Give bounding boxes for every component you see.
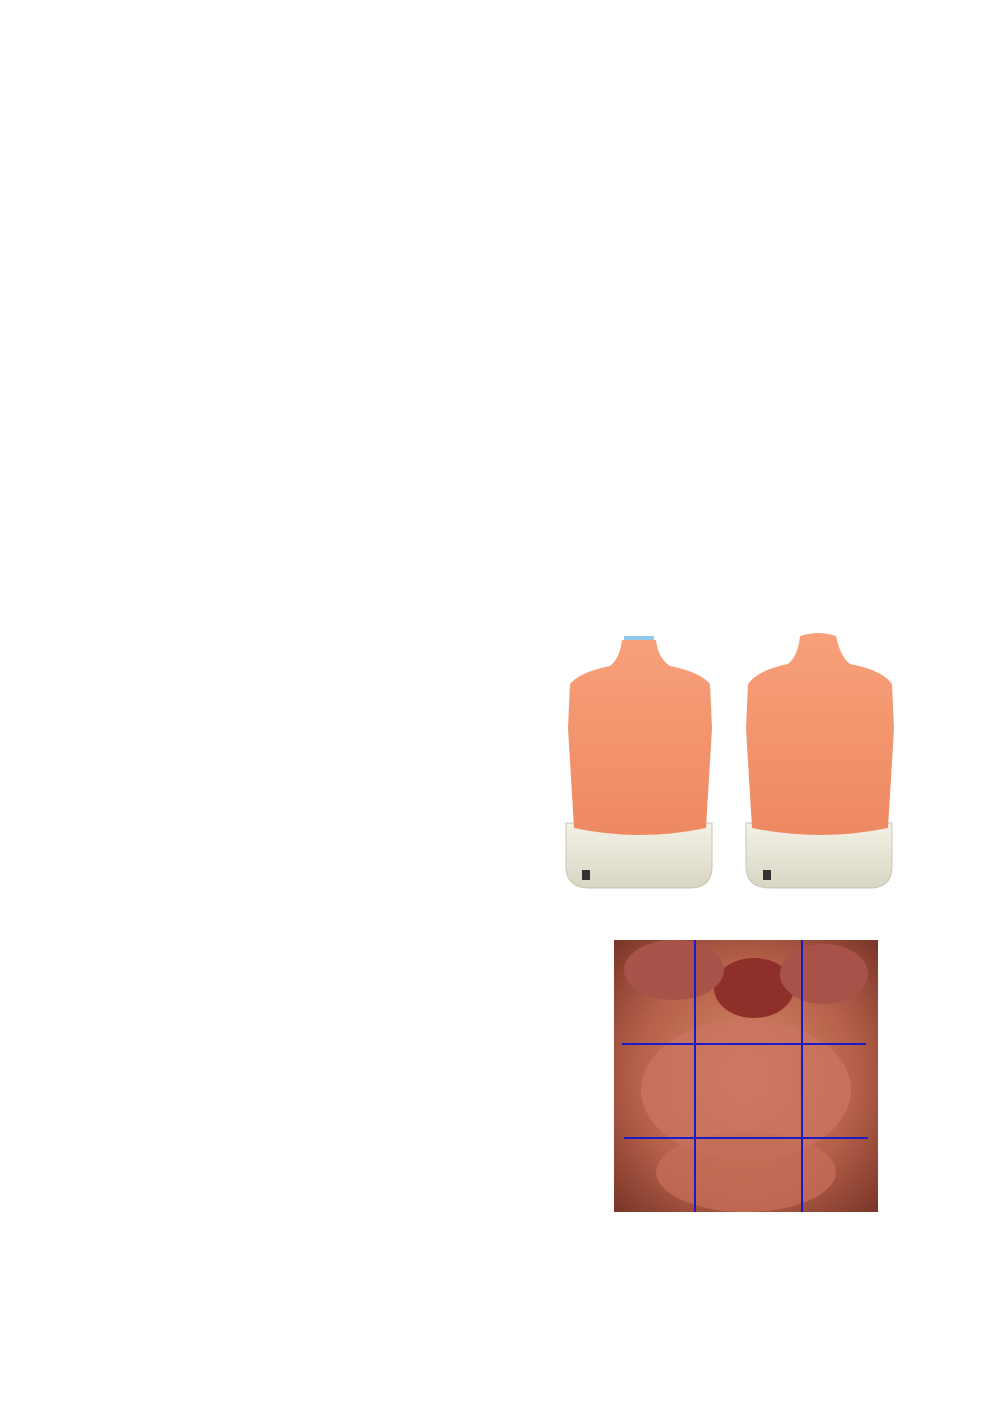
front-torso — [566, 636, 712, 888]
back-torso — [746, 633, 894, 888]
torso-auscultation-figure — [560, 628, 900, 892]
torso-illustration — [560, 628, 900, 892]
abdomen-regions-figure — [614, 940, 878, 1212]
abdomen-illustration — [614, 940, 878, 1212]
